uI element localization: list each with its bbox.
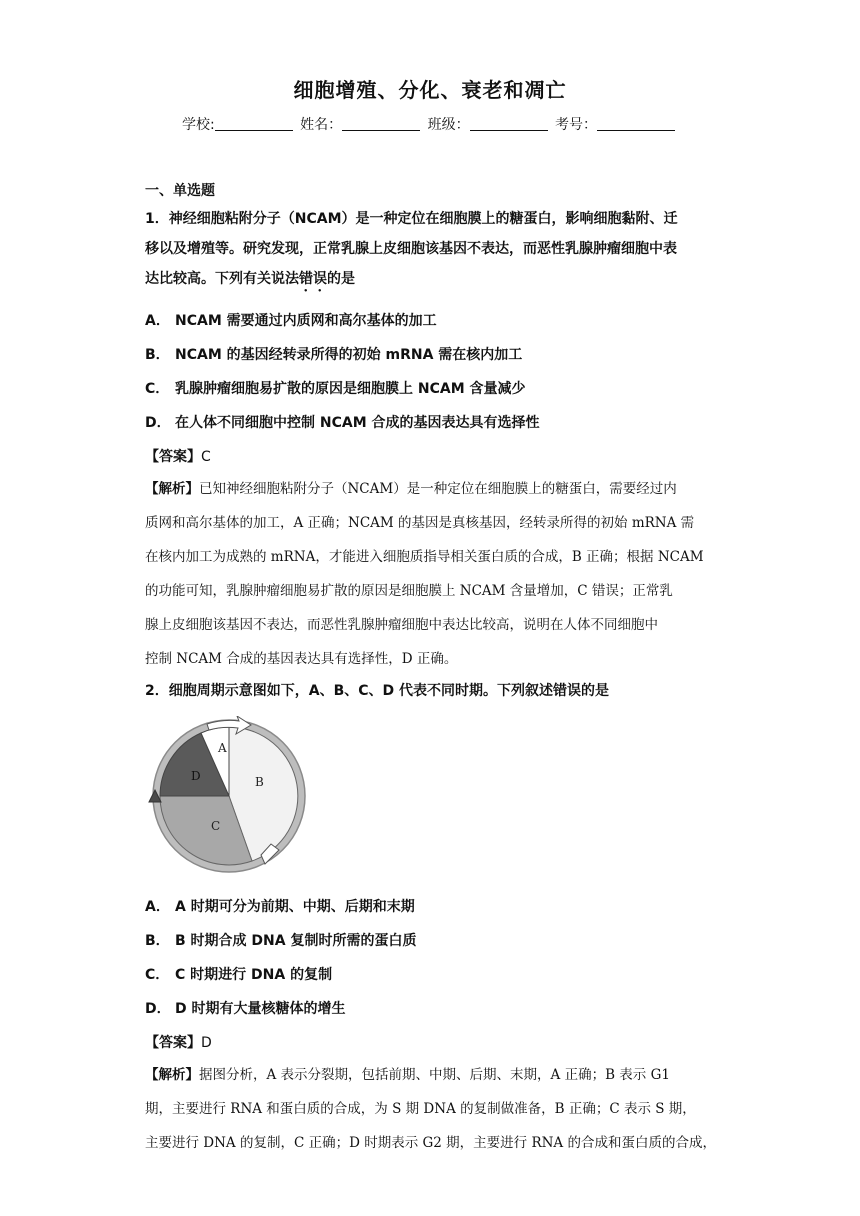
q2-stem: 2．细胞周期示意图如下，A、B、C、D 代表不同时期。下列叙述错误的是 — [145, 683, 610, 699]
q1-option-b: B． NCAM 的基因经转录所得的初始 mRNA 需在核内加工 — [145, 347, 523, 363]
exam-no-label: 考号： — [555, 117, 598, 133]
label-d: D — [191, 769, 201, 783]
student-info-line — [0, 114, 860, 134]
label-b: B — [255, 775, 264, 789]
q1-answer: 【答案】C — [145, 449, 211, 465]
page-title: 细胞增殖、分化、衰老和凋亡 — [293, 78, 567, 102]
emphasis-wrong: 错误 — [299, 271, 327, 287]
class-label: 班级： — [427, 117, 470, 133]
school-label: 学校: — [181, 117, 215, 133]
section-heading: 一、单选题 — [145, 183, 215, 199]
q1-option-d: D． 在人体不同细胞中控制 NCAM 合成的基因表达具有选择性 — [145, 415, 540, 431]
q2-option-b: B． B 时期合成 DNA 复制时所需的蛋白质 — [145, 933, 417, 949]
q2-option-c: C． C 时期进行 DNA 的复制 — [145, 967, 333, 983]
q1-stem-line-1: 1．神经细胞粘附分子（NCAM）是一种定位在细胞膜上的糖蛋白，影响细胞黏附、迁 — [145, 211, 678, 227]
q1-analysis: 【解析】已知神经细胞粘附分子（NCAM）是一种定位在细胞膜上的糖蛋白，需要经过内 质网和高尔基体的加工，A 正确；NCAM 的基因是真核基因，经转录所得的初始 mRNA 需 在核内加工为成熟的 mRNA，才能进入细胞质指导相关蛋白质的合成，B 正确；根据 NCAM 的功能可知，乳腺肿瘤细胞易扩散的原因是细胞膜上 NCAM 含量增加，C 错误；正常乳 腺上皮细胞该基因不表达，而恶性乳腺肿瘤细胞中表达比较高，说明在人体不同细胞中 控制 NCAM 合成的基因表达具有选择性，D 正确。 — [145, 481, 704, 667]
q2-analysis: 【解析】据图分析，A 表示分裂期，包括前期、中期、后期、末期，A 正确；B 表示 G1 期，主要进行 RNA 和蛋白质的合成，为 S 期 DNA 的复制做准备，B 正确；C 表示 S 期， 主要进行 DNA 的复制，C 正确；D 时期表示 G2 期，主要进行 RNA 的合成和蛋白质的合成， — [145, 1067, 716, 1151]
label-c: C — [211, 819, 221, 833]
name-blank — [342, 116, 420, 131]
q1-stem-line-3: 达比较高。下列有关说法错误的是 — [145, 271, 355, 287]
q1-option-c: C． 乳腺肿瘤细胞易扩散的原因是细胞膜上 NCAM 含量减少 — [145, 381, 526, 397]
q2-option-d: D． D 时期有大量核糖体的增生 — [145, 1001, 346, 1017]
label-a: A — [218, 741, 227, 755]
q2-answer: 【答案】D — [145, 1035, 212, 1051]
q1-option-a: A． NCAM 需要通过内质网和高尔基体的加工 — [145, 313, 437, 329]
q2-option-a: A． A 时期可分为前期、中期、后期和末期 — [145, 899, 415, 915]
exam-no-blank — [597, 116, 675, 131]
q1-stem-line-2: 移以及增殖等。研究发现，正常乳腺上皮细胞该基因不表达，而恶性乳腺肿瘤细胞中表 — [145, 241, 677, 257]
q1-stem — [145, 204, 717, 295]
class-blank — [470, 116, 548, 131]
name-label: 姓名： — [300, 117, 343, 133]
cell-cycle-diagram — [143, 716, 315, 876]
school-blank — [215, 116, 293, 131]
